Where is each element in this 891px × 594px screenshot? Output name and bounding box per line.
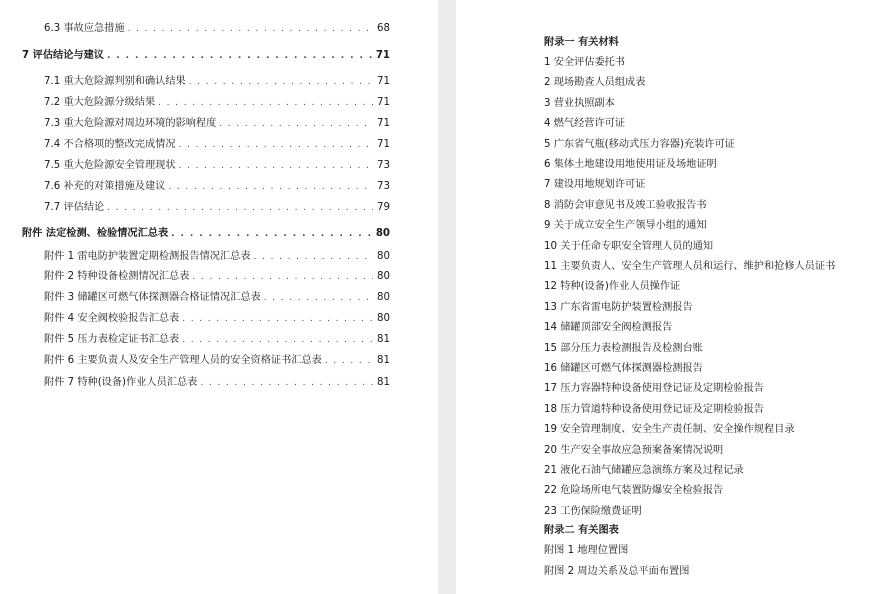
toc-entry [44, 117, 390, 131]
toc-dot-leader [171, 227, 373, 241]
toc-entry-page: 73 [377, 160, 390, 171]
toc-entry-page: 71 [375, 50, 390, 61]
toc-entry-page: 81 [377, 377, 390, 388]
toc-entry-title: 7.7 评估结论 [44, 202, 105, 213]
toc-entry-page: 68 [377, 23, 390, 34]
left-page [0, 0, 438, 594]
right-page [456, 0, 891, 594]
toc-entry-page: 80 [375, 228, 390, 239]
toc-dot-leader [107, 49, 373, 63]
toc-entry [44, 96, 390, 110]
appendix-item: 14 储罐顶部安全阀检测报告 [544, 322, 673, 333]
toc-entry [44, 354, 390, 368]
appendix-1-heading: 附录一 有关材料 [544, 37, 619, 48]
toc-dot-leader [182, 333, 373, 347]
toc-entry-page: 71 [377, 139, 390, 150]
appendix-item: 22 危险场所电气装置防爆安全检验报告 [544, 485, 724, 496]
appendix-item: 20 生产安全事故应急预案备案情况说明 [544, 445, 724, 456]
toc-entry-page: 71 [377, 118, 390, 129]
toc-entry-page: 73 [377, 181, 390, 192]
appendix-item: 7 建设用地规划许可证 [544, 179, 646, 190]
toc-entry-title: 附件 1 雷电防护装置定期检测报告情况汇总表 [44, 251, 251, 262]
appendix-item: 3 营业执照副本 [544, 98, 615, 109]
toc-entry-title: 7.3 重大危险源对周边环境的影响程度 [44, 118, 217, 129]
toc-dot-leader [264, 291, 373, 305]
toc-entry [22, 227, 390, 241]
appendix-item: 16 储罐区可燃气体探测器检测报告 [544, 363, 703, 374]
toc-dot-leader [128, 22, 373, 36]
toc-entry-title: 7 评估结论与建议 [22, 50, 104, 61]
appendix-item: 4 燃气经营许可证 [544, 118, 626, 129]
toc-entry-title: 7.5 重大危险源安全管理现状 [44, 160, 176, 171]
toc-entry-title: 附件 7 特种(设备)作业人员汇总表 [44, 377, 198, 388]
appendix-item: 13 广东省雷电防护装置检测报告 [544, 302, 693, 313]
toc-dot-leader [179, 159, 373, 173]
appendix-item: 10 关于任命专职安全管理人员的通知 [544, 241, 714, 252]
toc-entry-page: 80 [377, 292, 390, 303]
toc-dot-leader [168, 180, 373, 194]
toc-entry [44, 333, 390, 347]
toc-entry [44, 75, 390, 89]
appendix-item: 19 安全管理制度、安全生产责任制、安全操作规程目录 [544, 424, 795, 435]
toc-dot-leader [189, 75, 373, 89]
appendix-item: 11 主要负责人、安全生产管理人员和运行、维护和抢修人员证书 [544, 261, 836, 272]
toc-dot-leader [107, 201, 373, 215]
figure-item: 附图 2 周边关系及总平面布置图 [544, 566, 690, 577]
toc-entry [44, 270, 390, 284]
toc-entry-page: 80 [377, 251, 390, 262]
toc-entry-title: 7.6 补充的对策措施及建议 [44, 181, 166, 192]
toc-entry-title: 附件 法定检测、检验情况汇总表 [22, 228, 169, 239]
toc-entry-page: 71 [377, 76, 390, 87]
toc-entry-title: 7.4 不合格项的整改完成情况 [44, 139, 176, 150]
appendix-item: 21 液化石油气储罐应急演练方案及过程记录 [544, 465, 744, 476]
toc-entry-title: 7.1 重大危险源判别和确认结果 [44, 76, 186, 87]
appendix-item: 5 广东省气瓶(移动式压力容器)充装许可证 [544, 139, 735, 150]
toc-entry-title: 附件 4 安全阀校验报告汇总表 [44, 313, 180, 324]
appendix-item: 8 消防会审意见书及竣工验收报告书 [544, 200, 707, 211]
toc-entry-page: 71 [377, 97, 390, 108]
appendix-item: 12 特种(设备)作业人员操作证 [544, 281, 681, 292]
toc-entry-page: 80 [377, 313, 390, 324]
toc-dot-leader [179, 138, 373, 152]
toc-entry-title: 附件 3 储罐区可燃气体探测器合格证情况汇总表 [44, 292, 261, 303]
toc-entry [44, 291, 390, 305]
toc-entry [44, 159, 390, 173]
appendix-2-heading: 附录二 有关图表 [544, 525, 619, 536]
toc-dot-leader [200, 376, 373, 390]
toc-dot-leader [192, 270, 373, 284]
toc-entry [44, 376, 390, 390]
toc-dot-leader [219, 117, 373, 131]
toc-dot-leader [158, 96, 373, 110]
toc-entry [44, 138, 390, 152]
toc-entry [44, 180, 390, 194]
toc-entry-page: 79 [377, 202, 390, 213]
toc-dot-leader [182, 312, 373, 326]
toc-entry-title: 附件 5 压力表检定证书汇总表 [44, 334, 180, 345]
toc-entry-title: 6.3 事故应急措施 [44, 23, 125, 34]
appendix-item: 9 关于成立安全生产领导小组的通知 [544, 220, 707, 231]
toc-entry-title: 附件 2 特种设备检测情况汇总表 [44, 271, 190, 282]
toc-entry [44, 201, 390, 215]
figure-item: 附图 1 地理位置图 [544, 545, 629, 556]
toc-entry-page: 80 [377, 271, 390, 282]
toc-dot-leader [254, 250, 373, 264]
toc-entry-title: 7.2 重大危险源分级结果 [44, 97, 156, 108]
appendix-item: 15 部分压力表检测报告及检测台账 [544, 343, 703, 354]
toc-entry-page: 81 [377, 334, 390, 345]
toc-entry-page: 81 [377, 355, 390, 366]
appendix-item: 17 压力容器特种设备使用登记证及定期检验报告 [544, 383, 764, 394]
toc-entry [44, 250, 390, 264]
appendix-item: 2 现场勘查人员组成表 [544, 77, 646, 88]
toc-entry [22, 49, 390, 63]
appendix-item: 6 集体土地建设用地使用证及场地证明 [544, 159, 717, 170]
appendix-item: 18 压力管道特种设备使用登记证及定期检验报告 [544, 404, 764, 415]
toc-dot-leader [325, 354, 373, 368]
appendix-item: 23 工伤保险缴费证明 [544, 506, 642, 517]
toc-entry [44, 22, 390, 36]
toc-entry-title: 附件 6 主要负责人及安全生产管理人员的安全资格证书汇总表 [44, 355, 322, 366]
appendix-item: 1 安全评估委托书 [544, 57, 626, 68]
toc-entry [44, 312, 390, 326]
